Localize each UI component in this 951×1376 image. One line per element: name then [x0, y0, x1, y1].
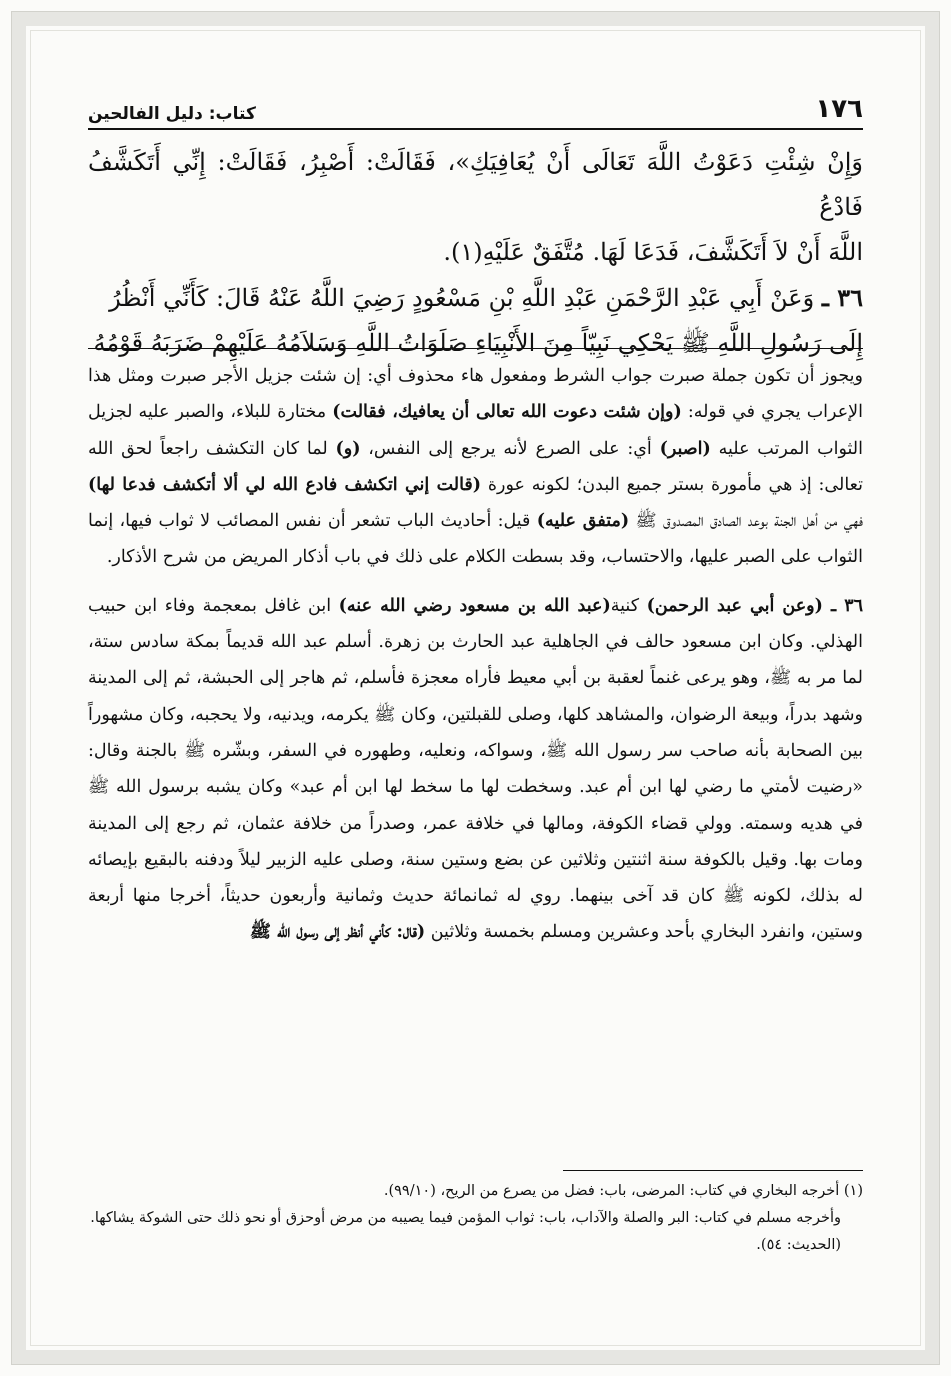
- hadith-line: [88, 275, 863, 321]
- hadith-line: إِلَى رَسُولِ اللَّهِ ﷺ يَحْكِي نَبِيّاً مِنَ الأَنْبِيَاءِ صَلَوَاتُ اللَّهِ وَسَلاَمُهُ عَلَيْهِمْ ضَرَبَهُ قَوْمُهُ: [93, 329, 863, 357]
- book-title: كتاب: دليل الفالحين: [88, 104, 256, 124]
- text-run: فهي من أهل الجنة بوعد الصادق المصدوق ﷺ: [629, 511, 864, 532]
- commentary: [88, 358, 863, 963]
- quoted-text: (اصبر): [659, 438, 711, 459]
- text-run: ابن غافل بمعجمة وفاء ابن حبيب الهذلي. وكان ابن مسعود حالف في الجاهلية عبد الحارث بن زهرة. أسلم عبد الله قديماً بمكة سادس ستة، لما مر به ﷺ، وهو يرعى غنماً لعقبة بن أبي معيط فأراه معجزة فأسلم، ثم هاجر إلى الحبشة، ثم إلى المدينة وشهد بدراً، وبيعة الرضوان، والمشاهد كلها، وصلى للقبلتين، وكان ﷺ يكرمه، ويدنيه، ولا يحجبه، وكان مشهوراً بين الصحابة بأنه صاحب سر رسول الله ﷺ، وسواكه، ونعليه، وطهوره في السفر، وبشّره ﷺ بالجنة وقال: «رضيت لأمتي ما رضي لها ابن أم عبد. وسخطت لها ما سخط لها ابن أم عبد» وكان يشبه برسول الله ﷺ في هديه وسمته. وولي قضاء الكوفة، ومالها في خلافة عمر، وصدراً من خلافة عثمان، ثم رجع إلى المدينة ومات بها. وقيل بالكوفة سنة اثنتين وثلاثين عن بضع وستين سنة، وصلى عليه الزبير ليلاً ودفنه بالبقيع بإيصائه له بذلك، لكونه ﷺ كان قد آخى بينهما. روي له ثمانمائة حديث وثمانية وأربعون حديثاً، أخرجا منها أربعة وستين، وانفرد البخاري بأحد وعشرين ومسلم بخمسة وثلاثين: [88, 595, 863, 943]
- text-run: لما كان التكشف راجعاً لحق الله تعالى: إذ هي مأمورة بستر جميع البدن؛ لكونه عورة: [88, 438, 864, 495]
- text-run: ويجوز أن تكون جملة صبرت جواب الشرط ومفعول هاء محذوف أي: إن شئت جزيل الأجر صبرت ومثل هذا الإعراب يجري في قوله:: [88, 366, 863, 423]
- text-run: كنية: [610, 595, 647, 616]
- page-header: [88, 88, 863, 130]
- hadith-line-text: وَعَنْ أَبِي عَبْدِ الرَّحْمَنِ عَبْدِ اللَّهِ بْنِ مَسْعُودٍ رَضِيَ اللَّهُ عَنْهُ قَالَ: كَأَنِّي أَنْظُرُ: [109, 284, 815, 312]
- hadith-text: [88, 140, 863, 366]
- page-number: ١٧٦: [815, 94, 863, 124]
- hadith-line: اللَّهَ أَنْ لاَ أَتَكَشَّفَ، فَدَعَا لَهَا. مُتَّفَقٌ عَلَيْهِ(١).: [443, 238, 863, 266]
- hadith-number: ٣٦ ـ: [821, 283, 863, 312]
- quoted-text: (عبد الله بن مسعود رضي الله عنه): [338, 595, 611, 616]
- book-page: [88, 88, 863, 1288]
- quoted-text: (و): [335, 438, 361, 459]
- text-run: مختارة للبلاء، والصبر عليه لجزيل الثواب المرتب عليه: [88, 402, 863, 459]
- text-run: أي: على الصرع لأنه يرجع إلى النفس،: [360, 438, 660, 459]
- footnote: وأخرجه مسلم في كتاب: البر والصلة والآداب، باب: ثواب المؤمن فيما يصيبه من مرض أوحزق أو نحو ذلك حتى الشوكة يشاكها. (الحديث: ٥٤).: [90, 1210, 841, 1253]
- footnotes: [88, 1178, 863, 1259]
- hadith-line: وَإِنْ شِئْتِ دَعَوْتُ اللَّهَ تَعَالَى أَنْ يُعَافِيَكِ»، فَقَالَتْ: أَصْبِرُ، فَقَالَتْ: إِنِّي أَتَكَشَّفُ فَادْعُ: [88, 148, 863, 221]
- commentary-paragraph: [88, 588, 863, 951]
- footnote-rule: [563, 1170, 863, 1171]
- quoted-text: (متفق عليه): [536, 511, 630, 532]
- text-run: قيل: أحاديث الباب تشعر أن نفس المصائب لا ثواب فيها، إنما الثواب على الصبر عليها، والاحتساب، وقد بسطت الكلام على ذلك في باب أذكار المريض من شرح الأذكار.: [88, 511, 863, 568]
- quoted-text: (قالت إني اتكشف فادع الله لي ألا أتكشف فدعا لها): [88, 474, 482, 495]
- quoted-text: ٣٦ ـ (وعن أبي عبد الرحمن): [646, 595, 863, 616]
- quoted-text: (قال: كأني أنظر إلى رسول الله ﷺ: [249, 922, 426, 943]
- section-divider: [88, 348, 863, 349]
- footnote: (١) أخرجه البخاري في كتاب: المرضى، باب: فضل من يصرع من الريح، (٩٩/١٠).: [383, 1183, 863, 1199]
- quoted-text: (وإن شئت دعوت الله تعالى أن يعافيك، فقالت): [332, 402, 682, 423]
- commentary-paragraph: [88, 358, 863, 576]
